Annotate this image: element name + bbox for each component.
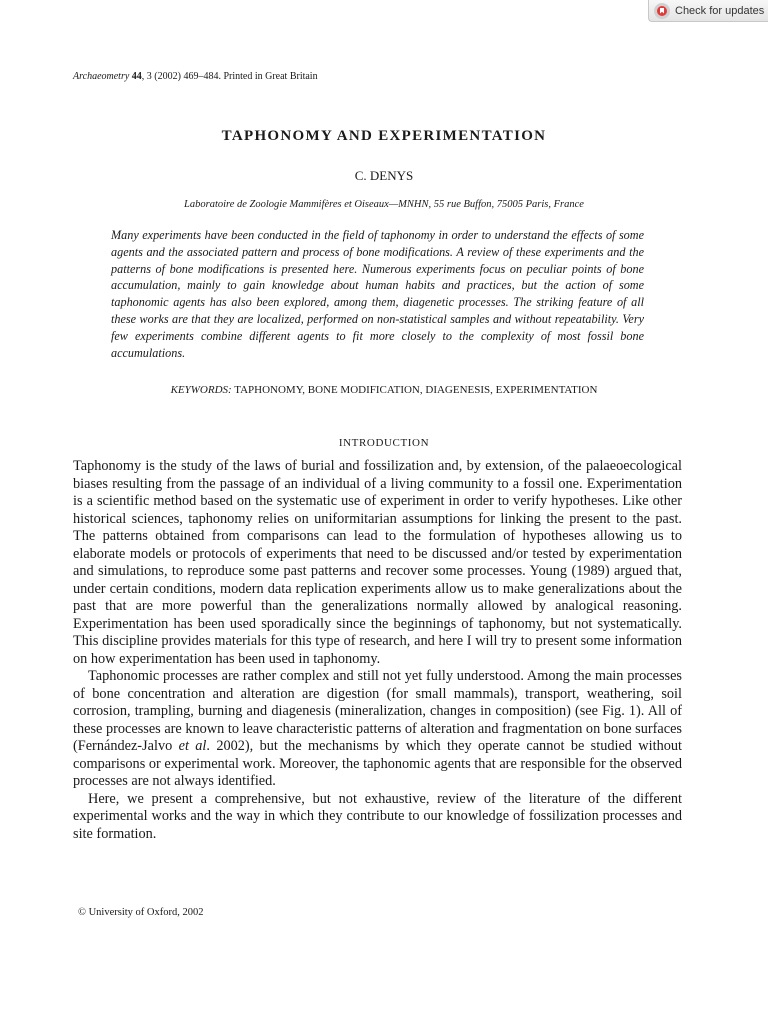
section-heading-introduction: INTRODUCTION xyxy=(338,437,430,449)
crossmark-icon xyxy=(654,3,670,19)
issue-pages: , 3 (2002) 469–484. Printed in Great Britain xyxy=(141,71,318,82)
author-affiliation: Laboratoire de Zoologie Mammifères et Oiseaux—MNHN, 55 rue Buffon, 75005 Paris, France xyxy=(184,199,584,210)
paragraph-2-etal: et al xyxy=(178,738,207,754)
journal-volume: 44 xyxy=(131,71,142,82)
paragraph-2-part-1: Taphonomic processes are rather complex and still not yet fully understood. Among the main processes of bone concentration and alteration are digestion (for small mammals), transport, weathering, soil corrosion, trampling, burning and diagenesis (mineralization, changes in composition) (see Fig. 1). All of these processes are known to leave characteristic patterns of alteration and fragmentation on bone surfaces (Fernández-Jalvo xyxy=(73,668,682,754)
keywords-text: TAPHONOMY, BONE MODIFICATION, DIAGENESIS, EXPERIMENTATION xyxy=(234,384,598,396)
copyright-notice: © University of Oxford, 2002 xyxy=(78,907,204,918)
journal-name: Archaeometry xyxy=(73,71,130,82)
paragraph-2 xyxy=(73,668,682,791)
paragraph-2-part-2: . 2002), but the mechanisms by which they operate cannot be studied without comparisons or experimental work. Moreover, the taphonomic agents that are responsible for the observed processes are not always identified. xyxy=(73,738,682,789)
author-name: C. DENYS xyxy=(354,168,414,183)
body-text xyxy=(73,458,682,843)
paragraph-1: Taphonomy is the study of the laws of burial and fossilization and, by extension, of the palaeoecological biases resulting from the passage of an individual of a living community to a fossil one. Experimentation is a scientific method based on the systematic use of experiment in order to verify hypotheses. Like other historical sciences, taphonomy relies on uniformitarian assumptions for linking the present to the past. The patterns obtained from comparisons can lead to the formulation of hypotheses allowing us to elaborate models or protocols of experiments that need to be discussed and/or tested by experimentation and simulations, to reproduce some past patterns and recover some processes. Young (1989) argued that, under certain conditions, modern data replication experiments allow us to make generalizations about the past that are more powerful than the generalizations normally allowed by analogical reasoning. Experimentation has been used sporadically since the beginnings of taphonomy, but not systematically. This discipline provides materials for this type of research, and here I will try to present some information on how experimentation has been used in taphonomy. xyxy=(73,458,682,667)
keywords xyxy=(0,384,768,396)
keywords-label: KEYWORDS: xyxy=(170,384,232,396)
paragraph-3: Here, we present a comprehensive, but not exhaustive, review of the literature of the different experimental works and the way in which they contribute to our knowledge of fossilization processes and site formation. xyxy=(73,790,682,842)
running-head xyxy=(73,71,318,83)
abstract: Many experiments have been conducted in the field of taphonomy in order to understand the effects of some agents and the associated pattern and process of bone modifications. A review of these experiments and the patterns of bone modifications is presented here. Numerous experiments focus on peculiar points of bone accumulation, mainly to gain knowledge about human habits and practices, but the action of some taphonomic agents has also been explored, among them, diagenetic processes. The striking feature of all these works are that they are localized, performed on non-statistical samples and without repeatability. Very few experiments combine different agents to fit more closely to the complexity of most fossil bone accumulations. xyxy=(111,228,644,360)
paper-title: TAPHONOMY AND EXPERIMENTATION xyxy=(221,128,547,144)
check-for-updates-label: Check for updates xyxy=(675,4,765,17)
check-for-updates-button[interactable] xyxy=(648,0,768,22)
